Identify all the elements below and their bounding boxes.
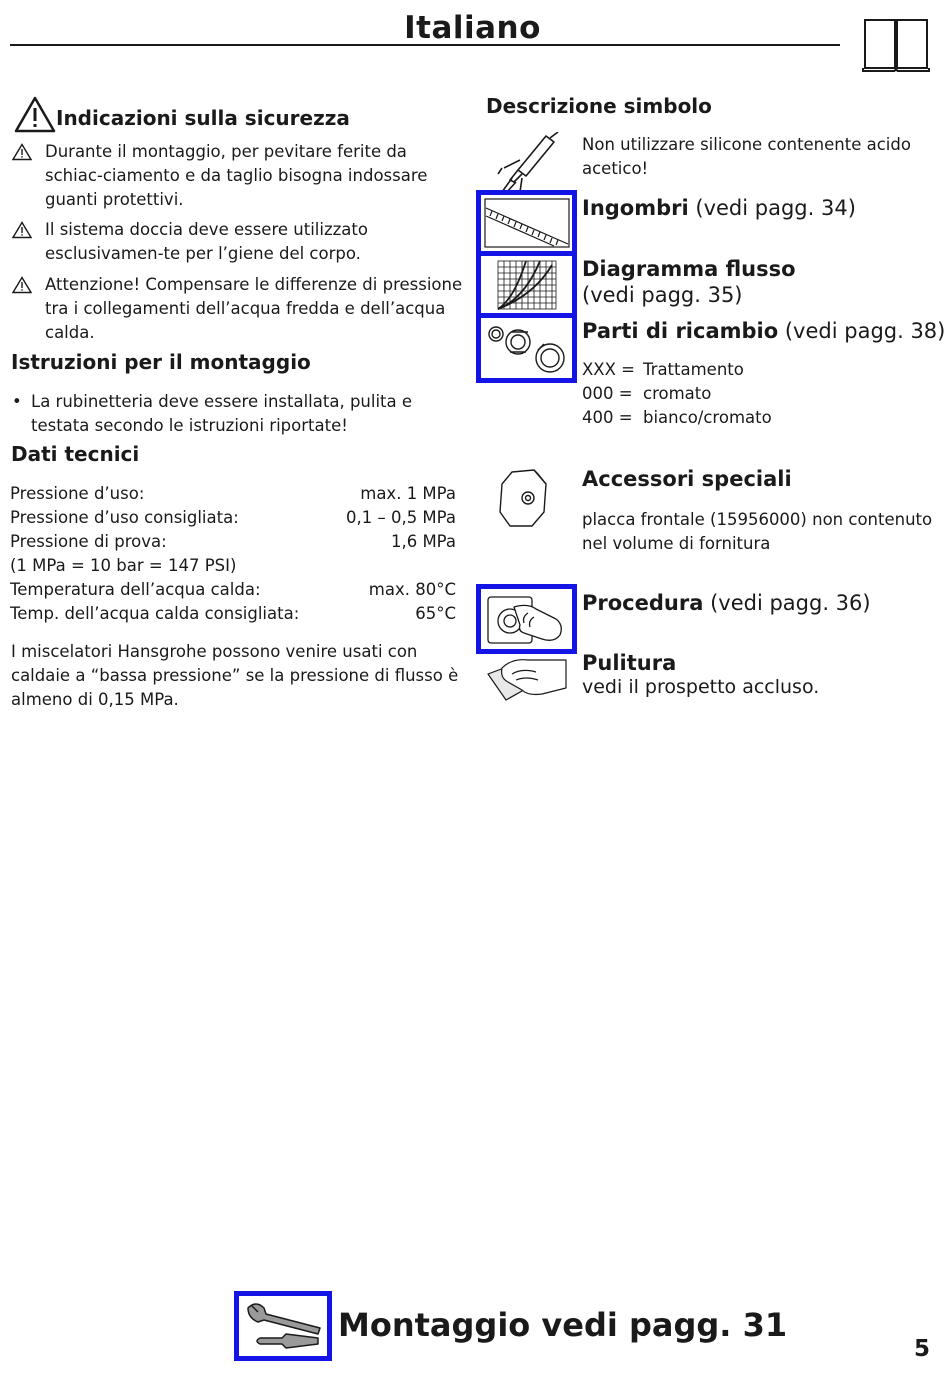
tech-row: Pressione di prova: 1,6 MPa (10, 532, 456, 551)
accessori-text: placca frontale (15956000) non contenuto nel volume di fornitura (582, 510, 933, 553)
ricambio-title: Parti di ricambio (vedi pagg. 38) (582, 319, 946, 343)
silicone-gun-icon (492, 132, 562, 194)
tech-row: (1 MPa = 10 bar = 147 PSI) (10, 556, 237, 575)
code-row: 000 = cromato (582, 384, 712, 403)
pulitura-text: vedi il prospetto accluso. (582, 676, 820, 698)
face-plate-icon (498, 468, 548, 528)
footer-title: Montaggio vedi pagg. 31 (338, 1306, 788, 1344)
mounting-bullet-text: La rubinetteria deve essere installata, pulita e testata secondo le istruzioni riportate! (31, 392, 413, 435)
flow-diagram-icon (484, 259, 570, 311)
safety-item (12, 273, 467, 345)
diagramma-title: Diagramma flusso (vedi pagg. 35) (582, 257, 796, 307)
warning-icon (12, 221, 32, 239)
warning-icon (14, 96, 56, 134)
tech-heading: Dati tecnici (11, 442, 140, 466)
accessori-title: Accessori speciali (582, 467, 792, 491)
header-rule (10, 44, 840, 46)
book-icon (862, 16, 930, 74)
warning-icon (12, 143, 32, 161)
wrench-screwdriver-icon (242, 1298, 324, 1354)
ingombri-title: Ingombri (vedi pagg. 34) (582, 196, 856, 220)
code-row: XXX = Trattamento (582, 360, 744, 379)
page-number: 5 (914, 1336, 931, 1362)
mounting-bullet (12, 390, 467, 438)
bullet-icon: • (12, 392, 22, 411)
procedura-title: Procedura (vedi pagg. 36) (582, 591, 871, 615)
frame-divider (476, 251, 577, 256)
procedure-hand-icon (484, 591, 570, 648)
page-title: Italiano (404, 10, 541, 46)
tech-row: Pressione d’uso: max. 1 MPa (10, 484, 456, 503)
safety-heading: Indicazioni sulla sicurezza (56, 106, 350, 130)
tech-row: Pressione d’uso consigliata: 0,1 – 0,5 MPa (10, 508, 456, 527)
tech-row: Temp. dell’acqua calda consigliata: 65°C (10, 604, 456, 623)
mounting-heading: Istruzioni per il montaggio (11, 350, 311, 374)
frame-divider (476, 313, 577, 318)
cleaning-hand-icon (482, 654, 570, 704)
safety-item-text: Il sistema doccia deve essere utilizzato esclusivamen-te per l’giene del corpo. (45, 220, 368, 263)
silicone-text: Non utilizzare silicone contenente acido acetico! (582, 135, 911, 178)
safety-item (12, 140, 467, 212)
dimensions-ruler-icon (484, 198, 570, 248)
safety-item-text: Durante il montaggio, per pevitare ferite da schiac-ciamento e da taglio bisogna indossare guanti protettivi. (45, 142, 428, 209)
safety-item-text: Attenzione! Compensare le differenze di pressione tra i collegamenti dell’acqua fredda e dell’acqua calda. (45, 275, 463, 342)
tech-note: I miscelatori Hansgrohe possono venire usati con caldaie a “bassa pressione” se la pressione di flusso è almeno di 0,15 MPa. (11, 642, 459, 709)
symbols-heading: Descrizione simbolo (486, 94, 712, 118)
code-row: 400 = bianco/cromato (582, 408, 772, 427)
pulitura-title: Pulitura (582, 651, 677, 675)
tech-row: Temperatura dell’acqua calda: max. 80°C (10, 580, 456, 599)
spare-parts-icon (484, 320, 570, 376)
safety-item (12, 218, 467, 266)
warning-icon (12, 276, 32, 294)
